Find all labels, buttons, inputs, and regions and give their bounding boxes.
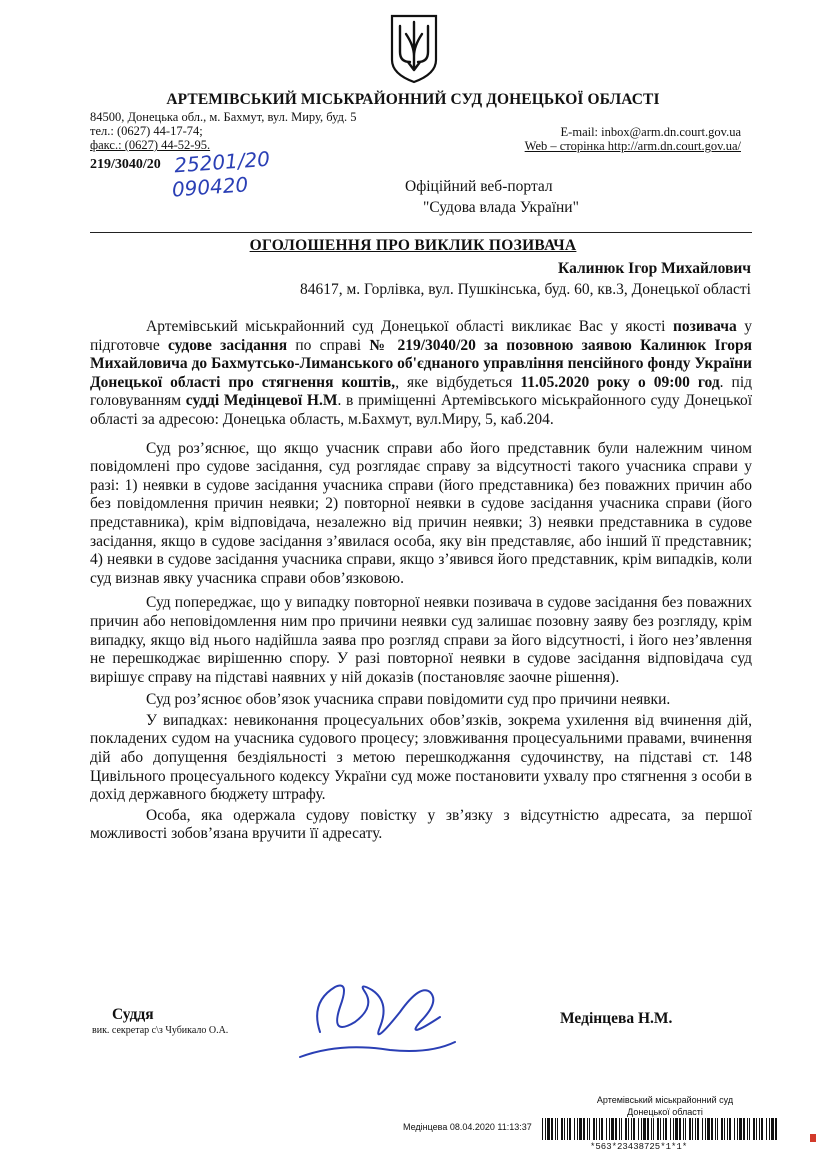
addressee-name: Калинюк Ігор Михайлович — [558, 260, 751, 277]
recipient-line: Офіційний веб-портал — [405, 178, 553, 195]
secretary-note: вик. секретар с\з Чубикало О.А. — [92, 1025, 229, 1036]
notice-body — [90, 318, 752, 846]
stamp-line: Донецької області — [627, 1107, 703, 1117]
body-paragraph: Суд роз’яснює обов’язок учасника справи повідомити суд про причини неявки. — [146, 691, 671, 709]
handwritten-line: 25201/20 — [173, 146, 271, 178]
handwritten-signature — [280, 962, 470, 1072]
signing-date: Медінцева 08.04.2020 11:13:37 — [403, 1122, 532, 1132]
body-text-span: . під головуванням — [90, 373, 753, 410]
body-bold-span: 11.05.2020 року о 09:00 год — [520, 373, 720, 391]
body-paragraph: Суд роз’яснює, що якщо учасник справи або його представник були належним чином повідомлені про судове засідання, суд розглядає справу за відсутності такого учасника справи у разі: 1) неявки в судове засідання учасника справи (його представника) без поважних причин або без повідомлення причин неявки; 2) повторної неявки в судове засідання учасника справи (його представника), крім відповідача, незалежно від причин неявки; 3) неявки представника в судове засідання, якщо в судове засідання з’явилася особа, яку він представляє, або інший її представник; 4) неявки в судове засідання учасника справи, якщо з’явився його представник, крім випадків, коли суд визнав явку учасника справи обов’язковою. — [90, 439, 752, 587]
divider — [90, 232, 752, 233]
body-text-span: . в приміщенні Артемівського міськрайонного суду Донецької області за адресою: Донецька область, м.Бахмут, вул.Миру, 5, каб.204. — [90, 392, 753, 428]
coat-of-arms-icon — [388, 12, 440, 86]
body-text-span: , яке відбудеться — [395, 373, 521, 391]
court-web: Web – сторінка http://arm.dn.court.gov.ua/ — [524, 139, 741, 153]
body-bold-span: судді Медінцевої Н.М — [185, 392, 338, 410]
addressee-address: 84617, м. Горлівка, вул. Пушкінська, буд. 60, кв.3, Донецької області — [299, 281, 751, 298]
body-text-span: Артемівський міськрайонний суд Донецької області викликає Вас у якості — [146, 318, 673, 335]
barcode — [542, 1118, 780, 1140]
judge-label: Суддя — [112, 1006, 154, 1023]
court-stamp — [560, 1094, 770, 1118]
court-address: 84500, Донецька обл., м. Бахмут, вул. Миру, буд. 5 — [90, 110, 357, 124]
barcode-number: *563*23438725*1*1* — [590, 1142, 688, 1152]
recipient-block — [405, 176, 579, 218]
body-paragraph — [90, 318, 752, 430]
body-paragraph: У випадках: невиконання процесуальних обов’язків, зокрема ухилення від вчинення дій, покладених судом на учасника судового процесу; зловживання процесуальними правами, вчинення дій або допущення бездіяльності з метою перешкоджання судочинству, на підставі ст. 148 Цивільного процесуального кодексу України суд може постановити ухвалу про стягнення з особи в дохід державного бюджету штрафу. — [90, 711, 752, 804]
case-number: 219/3040/20 — [90, 157, 161, 172]
body-text-span: по справі — [287, 336, 370, 354]
stamp-line: Артемівський міськрайонний суд — [596, 1095, 734, 1105]
body-bold-span: судове засідання — [167, 336, 288, 354]
court-phone: тел.: (0627) 44-17-74; — [90, 124, 203, 138]
handwritten-registration — [173, 147, 272, 202]
body-paragraph: Суд попереджає, що у випадку повторної неявки позивача в судове засідання без поважних причин або неповідомлення ним про причини неявки суд залишає позовну заяву без розгляду, крім випадку, якщо від нього надійшла заява про розгляд справи за його відсутності, і його нез’явлення не перешкоджає вирішенню спору. У разі повторної неявки в судове засідання відповідача суд вирішує справу на підставі наявних у ній доказів (постановляє заочне рішення). — [90, 594, 752, 686]
body-paragraph: Особа, яка одержала судову повістку у зв’язку з відсутністю адресата, за першої можливості зобов’язана вручити її адресату. — [90, 806, 752, 843]
addressee-block — [300, 258, 751, 300]
court-online-contacts — [525, 125, 741, 153]
body-bold-span: № 219/3040/20 за позовною заявою Калинюк Ігоря Михайловича до Бахмутсько-Лиманського об'єднаного управління пенсійного фонду України Донецької області про стягнення коштів, — [90, 336, 752, 391]
body-bold-span: позивача — [672, 318, 737, 335]
red-mark — [810, 1134, 816, 1142]
court-fax: факс.: (0627) 44-52-95. — [90, 138, 211, 152]
notice-title: ОГОЛОШЕННЯ ПРО ВИКЛИК ПОЗИВАЧА — [249, 237, 577, 254]
recipient-line: "Судова влада України" — [423, 199, 579, 216]
judge-name: Медінцева Н.М. — [560, 1010, 673, 1027]
court-name: АРТЕМІВСЬКИЙ МІСЬКРАЙОННИЙ СУД ДОНЕЦЬКОЇ ОБЛАСТІ — [166, 91, 660, 108]
court-email: E-mail: inbox@arm.dn.court.gov.ua — [560, 125, 741, 139]
handwritten-line: 090420 — [171, 172, 249, 202]
court-contacts — [90, 110, 356, 152]
body-text-span: у підготовче — [90, 318, 752, 354]
